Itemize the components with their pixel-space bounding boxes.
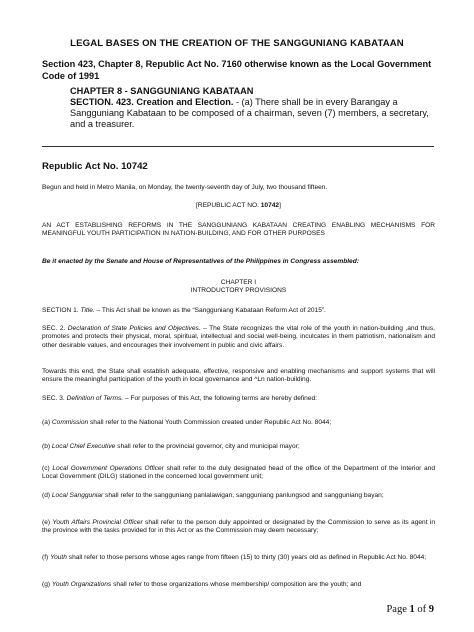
section-2	[42, 325, 435, 350]
definition-c-label: (c)	[42, 465, 53, 472]
section-423-title: SECTION. 423. Creation and Election.	[70, 97, 234, 107]
republic-act-heading: Republic Act No. 10742	[42, 161, 148, 172]
section-423-text: - (a) There shall be in every Barangay a Sangguniang Kabataan to be composed of a chairman, seven (7) members, a secretary, and a treasurer.	[70, 97, 429, 129]
definition-d-term: Local Sangguniar	[51, 492, 104, 499]
chapter-8-block	[70, 86, 435, 130]
definition-b	[42, 443, 435, 451]
definition-d-text: shall refer to the sangguniang panlalawigan, sangguniang panlungsod and sangguniang bayan;	[103, 492, 384, 499]
ra-bracket-suffix: ]	[279, 202, 281, 209]
horizontal-divider	[42, 146, 434, 147]
ra-bracket-prefix: [REPUBLIC ACT NO.	[196, 202, 261, 209]
page-of-label: of	[414, 604, 429, 615]
page-label: Page	[386, 604, 410, 615]
ra-bracket-number: 10742	[260, 202, 280, 209]
page-footer	[386, 604, 434, 615]
definition-g-text: shall refer to those organizations whose membership/ composition are the youth; and	[111, 581, 362, 588]
ra-bracket-line	[42, 202, 435, 210]
act-title: AN ACT ESTABLISHING REFORMS IN THE SANGGUNIANG KABATAAN CREATING ENABLING MECHANISMS FOR MEANINGFUL YOUTH PARTICIPATION IN NATION-BUILDING, AND FOR OTHER PURPOSES	[42, 222, 435, 238]
definition-e-text: shall refer to the person duly appointed or designated by the Commission to serve as its agent in the province with the tasks provided for in this Act or as the Commission may deem necessary;	[42, 519, 436, 535]
definition-a-label: (a)	[42, 419, 52, 426]
section-1-label: SECTION 1.	[42, 307, 81, 314]
definition-a-text: shall refer to the National Youth Commission created under Republic Act No. 8044;	[88, 419, 332, 426]
section-423-heading: Section 423, Chapter 8, Republic Act No. 7160 otherwise known as the Local Government Code of 1991	[42, 59, 432, 81]
definition-f-term: Youth	[50, 554, 67, 561]
page-number: 1	[409, 604, 415, 615]
section-2-title: Declaration of State Policies and Objectives.	[67, 325, 201, 332]
section-3-label: SEC. 3.	[42, 395, 67, 402]
definition-c-text: shall refer to the duly designated head of the office of the Department of the Interior and Local Government (DILG) stationed in the concerned local government unit;	[42, 465, 435, 481]
chapter-8-title: CHAPTER 8 - SANGGUNIANG KABATAAN	[70, 86, 254, 96]
towards-paragraph: Towards this end, the State shall establish adequate, effective, responsive and enabling mechanisms and support systems that will ensure the meaningful participation of the youth in local governance and ^Ln nation-building.	[42, 368, 435, 384]
definition-g	[42, 581, 435, 589]
definition-d-label: (d)	[42, 492, 52, 499]
definition-b-term: Local Chief Executive	[51, 443, 116, 450]
document-title: LEGAL BASES ON THE CREATION OF THE SANGGUNIANG KABATAAN	[70, 38, 404, 49]
enacting-clause: Be it enacted by the Senate and House of Representatives of the Philippines in Congress assembled:	[42, 258, 359, 265]
section-423-paragraph	[70, 97, 435, 130]
section-1	[42, 307, 435, 315]
begun-paragraph: Begun and held in Metro Manila, on Monday, the twenty-seventh day of July, two thousand fifteen.	[42, 184, 328, 191]
definition-c-term: Local Government Operations Officer	[52, 465, 164, 472]
introductory-provisions-heading: INTRODUCTORY PROVISIONS	[190, 287, 287, 294]
section-3-title: Definition of Terms.	[66, 395, 124, 402]
definition-f-text: shall refer to those persons whose ages range from fifteen (15) to thirty (30) years old as defined in Republic Act No. 8044;	[66, 554, 427, 561]
definition-e	[42, 519, 435, 536]
chapter-1-heading: CHAPTER I	[220, 279, 257, 286]
section-1-title: Title.	[80, 307, 95, 314]
definition-b-label: (b)	[42, 443, 52, 450]
section-2-label: SEC. 2.	[42, 325, 68, 332]
definition-c	[42, 465, 435, 482]
definition-d	[42, 492, 435, 500]
definition-e-term: Youth Affairs Provincial Officer	[52, 519, 143, 526]
section-2-text: – The State recognizes the vital role of the youth in nation-building ,and thus, promotes and protects their physical, moral, spiritual, intellectual and social well-being, inculcates in them patriotism, nationalism and other desirable values, and encourages their involvement in public and civic affairs.	[42, 325, 435, 349]
definition-g-label: (g)	[42, 581, 52, 588]
definition-a	[42, 419, 435, 427]
definition-a-term: Commission	[51, 419, 89, 426]
definition-f	[42, 554, 435, 562]
definition-f-label: (f)	[42, 554, 51, 561]
section-3-text: – For purposes of this Act, the following terms are hereby defined:	[123, 395, 318, 402]
page-total: 9	[428, 604, 434, 615]
definition-g-term: Youth Organizations	[51, 581, 112, 588]
definition-e-label: (e)	[42, 519, 53, 526]
definition-b-text: shall refer to the provincial governor, city and municipal mayor;	[115, 443, 300, 450]
section-3	[42, 395, 435, 403]
section-1-text: – This Act shall be known as the “Sangguniang Kabataan Reform Act of 2015”.	[94, 307, 326, 314]
